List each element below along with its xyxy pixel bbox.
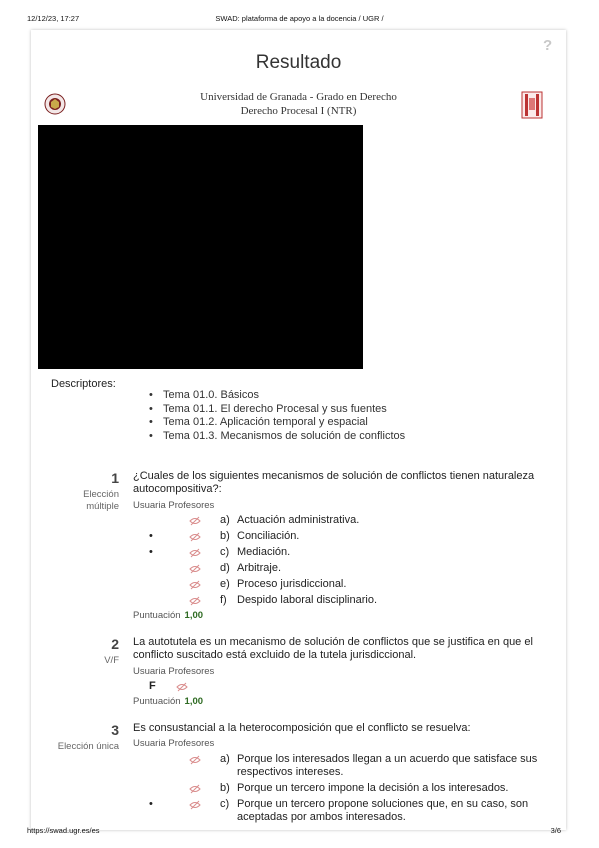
question-type: V/F — [104, 655, 119, 666]
answer-option: a) Actuación administrativa. — [31, 514, 566, 528]
question-number: 1 — [111, 470, 119, 486]
question-audience: Usuaria Profesores — [133, 666, 215, 677]
page-title: Resultado — [255, 52, 342, 73]
question-number: 2 — [111, 636, 119, 652]
descriptor-item: • Tema 01.1. El derecho Procesal y sus fuentes — [149, 403, 405, 417]
answer-option: d) Arbitraje. — [31, 562, 566, 576]
question-text: La autotutela es un mecanismo de solución de conflictos que se justifica en que el conflicto suscitado está excluido de la tutela jurisdiccional. — [133, 636, 533, 661]
institution-name: Universidad de Granada - Grado en Derecho — [200, 91, 397, 103]
answer-option: a) Porque los interesados llegan a un acuerdo que satisface sus respectivos intereses. — [31, 753, 566, 781]
help-icon[interactable]: ? — [543, 37, 553, 54]
answer-option: • c) Mediación. — [149, 546, 291, 558]
answer-option: f) Despido laboral disciplinario. — [31, 594, 566, 608]
selected-marker: • — [149, 798, 153, 810]
print-page-title: SWAD: plataforma de apoyo a la docencia / UGR / — [215, 14, 384, 23]
selected-marker: • — [149, 546, 153, 558]
descriptors-label: Descriptores: — [51, 378, 116, 390]
answer-option: b) Porque un tercero impone la decisión a los interesados. — [31, 782, 566, 796]
question-type: Elección única — [57, 741, 119, 752]
question-score: Puntuación 1,00 — [133, 696, 204, 707]
print-page-number: 3/6 — [550, 826, 561, 835]
eye-slash-icon — [189, 596, 201, 606]
question-audience: Usuaria Profesores — [133, 500, 215, 511]
question-type: Elección múltiple — [83, 489, 119, 512]
print-url[interactable]: https://swad.ugr.es/es — [27, 826, 100, 835]
eye-slash-icon — [189, 532, 201, 542]
eye-slash-icon — [176, 682, 188, 692]
eye-slash-icon — [189, 755, 201, 765]
question-text: Es consustancial a la heterocomposición que el conflicto se resuelva: — [133, 722, 471, 734]
course-name: Derecho Procesal I (NTR) — [240, 105, 357, 117]
student-photo — [38, 125, 363, 369]
answer-option: • b) Conciliación. — [149, 530, 300, 542]
true-false-answer: F — [149, 680, 156, 692]
degree-banner-icon — [520, 90, 544, 120]
question-number: 3 — [111, 722, 119, 738]
question-audience: Usuaria Profesores — [133, 738, 215, 749]
eye-slash-icon — [189, 580, 201, 590]
answer-option: • c) Porque un tercero propone soluciones que, en su caso, son aceptadas por ambos interesados. — [149, 798, 529, 823]
print-datetime: 12/12/23, 17:27 — [27, 14, 80, 23]
descriptor-item: • Tema 01.2. Aplicación temporal y espacial — [149, 416, 405, 430]
descriptor-item: • Tema 01.3. Mecanismos de solución de conflictos — [149, 430, 405, 444]
eye-slash-icon — [189, 784, 201, 794]
eye-slash-icon — [189, 516, 201, 526]
selected-marker: • — [149, 530, 153, 542]
question-text: ¿Cuales de los siguientes mecanismos de solución de conflictos tienen naturaleza autocompositiva?: — [133, 470, 535, 495]
eye-slash-icon — [189, 564, 201, 574]
descriptors-list — [149, 389, 405, 443]
eye-slash-icon — [189, 800, 201, 810]
exam-result-card — [31, 30, 566, 830]
answer-option: e) Proceso jurisdiccional. — [31, 578, 566, 592]
descriptor-item: • Tema 01.0. Básicos — [149, 389, 405, 403]
eye-slash-icon — [189, 548, 201, 558]
question-score: Puntuación 1,00 — [133, 610, 204, 621]
